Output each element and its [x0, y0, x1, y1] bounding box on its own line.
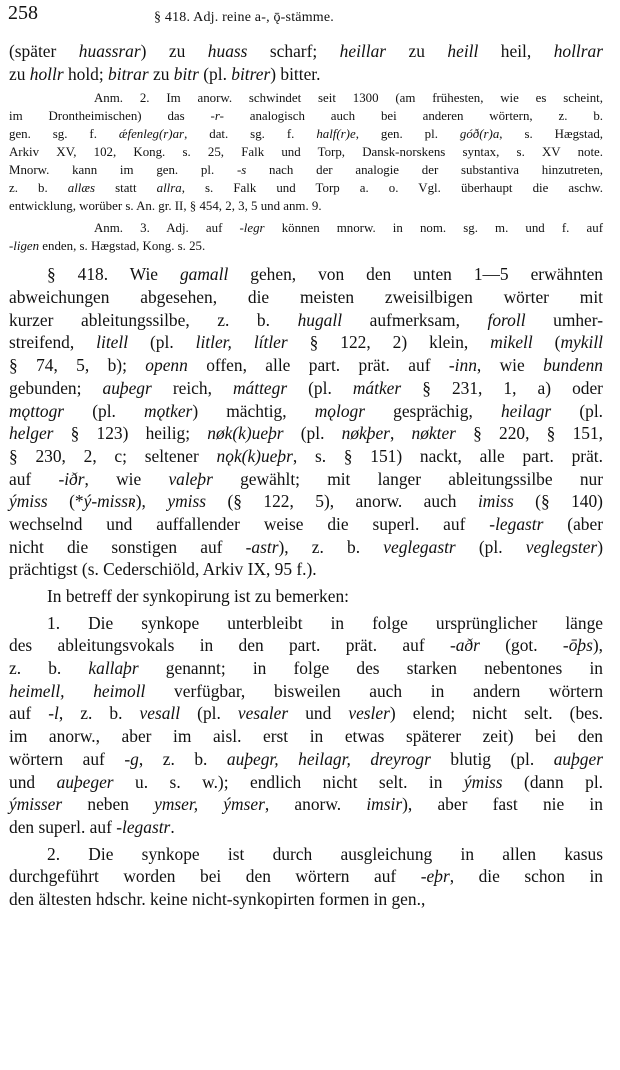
text-line: gebunden; auþegr reich, máttegr (pl. mátker § 231, 1, a) oder [9, 377, 603, 398]
text-line: im Drontheimischen) das -r- analogisch auch bei anderen wörtern, z. b. [9, 109, 603, 124]
text-line: helger § 123) heilig; nøk(k)ueþr (pl. nøkþer, nøkter § 220, § 151, [9, 423, 604, 444]
text-line: abweichungen abgesehen, die meisten zweisilbigen wörter mit [9, 287, 603, 308]
block-gap [9, 255, 603, 263]
note-3 [9, 219, 603, 255]
text-line: des ableitungsvokals in den part. prät. auf -aðr (got. -ōþs), [9, 635, 603, 656]
text-line: Arkiv XV, 102, Kong. s. 25, Falk und Torp, Dansk-norskens syntax, s. XV note. [9, 145, 603, 160]
text-line: nicht die sonstigen auf -astr), z. b. veglegastr (pl. veglegster) [9, 536, 603, 557]
point-1 [9, 612, 603, 839]
text-line: im anorw., aber im aisl. erst in etwas späterer zeit) bei den [9, 726, 603, 747]
section-418 [9, 263, 603, 581]
text-line: durchgeführt worden bei den wörtern auf -eþr, die schon in [9, 866, 603, 887]
running-title: § 418. Adj. reine a-, ǭ-stämme. [154, 10, 334, 25]
text-line: entwicklung, worüber s. An. gr. II, § 454, 2, 3, 5 und anm. 9. [9, 199, 322, 214]
point-2 [9, 843, 603, 911]
note-2 [9, 89, 603, 215]
text-line: kurzer ableitungssilbe, z. b. hugall aufmerksam, foroll umher- [9, 309, 604, 330]
text-line: zu hollr hold; bitrar zu bitr (pl. bitrer) bitter. [9, 63, 321, 84]
text-line: § 230, 2, c; seltener nǫk(k)ueþr, s. § 151) nackt, alle part. prät. [9, 445, 603, 466]
text-line: Anm. 3. Adj. auf -legr können mnorw. in nom. sg. m. und f. auf [94, 221, 603, 236]
text-line: -ligen enden, s. Hægstad, Kong. s. 25. [9, 239, 206, 254]
text-line: mǫttogr (pl. mǫtker) mächtig, mǫlogr gesprächig, heilagr (pl. [9, 400, 604, 421]
text-line: z. b. kallaþr genannt; in folge des starken nebentones in [9, 658, 603, 679]
text-line: wechselnd und auffallender weise die superl. auf -legastr (aber [9, 513, 603, 534]
page-number: 258 [8, 2, 38, 24]
text-line: ýmiss (*ý-missʀ), ymiss (§ 122, 5), anorw. auch imiss (§ 140) [9, 491, 603, 512]
text-line: Anm. 2. Im anorw. schwindet seit 1300 (am frühesten, wie es scheint, [94, 91, 603, 106]
text-line: den superl. auf -legastr. [9, 816, 175, 837]
text-line: und auþeger u. s. w.); endlich nicht selt. in ýmiss (dann pl. [9, 771, 603, 792]
intro-paragraph [9, 40, 603, 85]
text-line: In betreff der synkopirung ist zu bemerken: [47, 586, 349, 606]
text-line: prächtigst (s. Cederschiöld, Arkiv IX, 95 f.). [9, 559, 317, 580]
text-line: 2. Die synkope ist durch ausgleichung in allen kasus [47, 843, 603, 864]
text-line: ýmisser neben ymser, ýmser, anorw. imsir), aber fast nie in [9, 794, 603, 815]
page-header [8, 2, 612, 32]
text-line: § 418. Wie gamall gehen, von den unten 1—5 erwähnten [47, 264, 603, 285]
text-line: den ältesten hdschr. keine nicht-synkopirten formen in gen., [9, 888, 426, 909]
text-line: heimell, heimoll verfügbar, bisweilen auch in andern wörtern [9, 680, 604, 701]
page-body [9, 40, 603, 911]
text-line: gen. sg. f. ǽfenleg(r)ar, dat. sg. f. half(r)e, gen. pl. góð(r)a, s. Hægstad, [9, 127, 603, 142]
text-line: 1. Die synkope unterbleibt in folge ursprünglicher länge [47, 612, 603, 633]
text-line: auf -iðr, wie valeþr gewählt; mit langer ableitungssilbe nur [9, 468, 604, 489]
text-line: wörtern auf -g, z. b. auþegr, heilagr, dreyrogr blutig (pl. auþger [9, 748, 603, 769]
text-line: streifend, litell (pl. litler, lítler § 122, 2) klein, mikell (mykill [9, 332, 603, 353]
text-line: § 74, 5, b); openn offen, alle part. prät. auf -inn, wie bundenn [9, 355, 604, 376]
text-line: z. b. allæs statt allra, s. Falk und Torp a. o. Vgl. überhaupt die aschw. [9, 181, 603, 196]
synkopierung-intro [9, 585, 603, 608]
text-line: auf -l, z. b. vesall (pl. vesaler und vesler) elend; nicht selt. (bes. [9, 703, 603, 724]
text-line: Mnorw. kann im gen. pl. -s nach der analogie der substantiva hinzutreten, [9, 163, 603, 178]
text-line: (später huassrar) zu huass scharf; heillar zu heill heil, hollrar [9, 41, 603, 61]
